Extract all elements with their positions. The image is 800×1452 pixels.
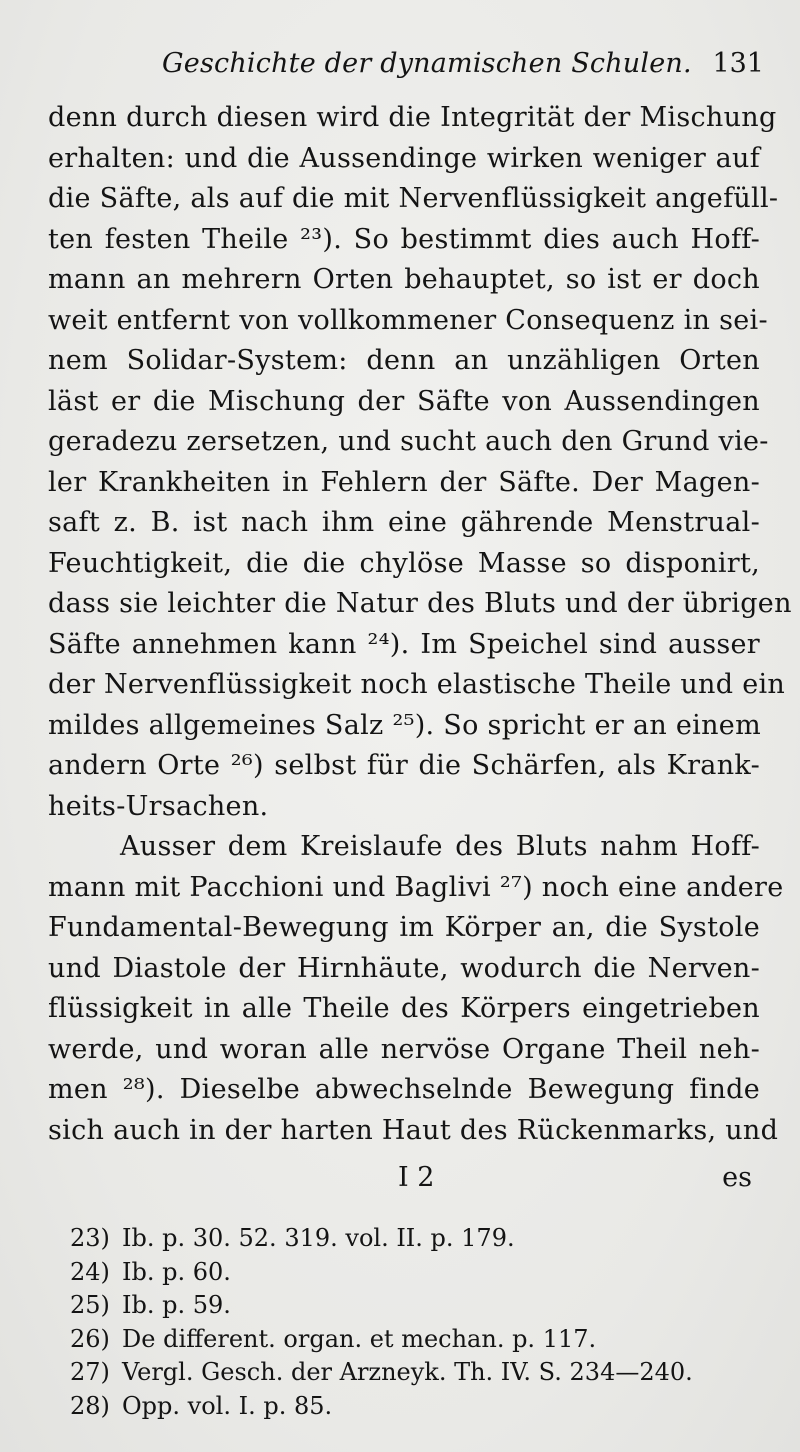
- paragraph-start-line: Ausser dem Kreislaufe des Bluts nahm Hoff-: [120, 831, 760, 862]
- text-line: mildes allgemeines Salz ²⁵). So spricht er an einem: [48, 709, 761, 741]
- text-line: mann mit Pacchioni und Baglivi ²⁷) noch eine andere: [48, 871, 784, 903]
- text-line: der Nervenflüssigkeit noch elastische Theile und ein: [48, 669, 786, 700]
- running-title: Geschichte der dynamischen Schulen.: [162, 48, 692, 79]
- page-number: 131: [712, 48, 764, 79]
- footnote: [70, 1323, 760, 1357]
- footnote: [70, 1390, 760, 1424]
- text-line: andern Orte ²⁶) selbst für die Schärfen, als Krank-: [48, 750, 760, 781]
- catchword: es: [722, 1162, 752, 1193]
- footnote-text: Ib. p. 30. 52. 319. vol. II. p. 179.: [122, 1224, 515, 1252]
- footnote-number: 26): [70, 1324, 110, 1353]
- text-line: erhalten: und die Aussendinge wirken weniger auf: [48, 142, 760, 174]
- footnote: [70, 1222, 760, 1256]
- text-line: werde, und woran alle nervöse Organe Theil neh-: [48, 1033, 760, 1065]
- text-line: Feuchtigkeit, die die chylöse Masse so disponirt,: [48, 547, 760, 579]
- text-line: saft z. B. ist nach ihm eine gährende Menstrual-: [48, 507, 760, 538]
- text-line: men ²⁸). Dieselbe abwechselnde Bewegung finde: [48, 1074, 760, 1105]
- text-line: denn durch diesen wird die Integrität der Mischung: [48, 102, 777, 133]
- text-line: ler Krankheiten in Fehlern der Säfte. Der Magen-: [48, 466, 760, 498]
- paragraph-end-line: heits-Ursachen.: [48, 790, 269, 822]
- footnote-text: Ib. p. 60.: [122, 1257, 231, 1286]
- footnote-number: 24): [70, 1257, 110, 1286]
- text-line: und Diastole der Hirnhäute, wodurch die Nerven-: [48, 952, 760, 984]
- footnote-number: 25): [70, 1291, 110, 1319]
- footnote-number: 27): [70, 1358, 110, 1386]
- text-line: Fundamental-Bewegung im Körper an, die Systole: [48, 912, 760, 943]
- footnote: [70, 1356, 760, 1390]
- text-line: Säfte annehmen kann ²⁴). Im Speichel sind ausser: [48, 628, 760, 660]
- footnote-text: Ib. p. 59.: [122, 1291, 231, 1319]
- text-line: weit entfernt von vollkommener Consequenz in sei-: [48, 304, 768, 336]
- footnote-text: Opp. vol. I. p. 85.: [122, 1391, 333, 1420]
- footnote: [70, 1289, 760, 1323]
- text-line: ten festen Theile ²³). So bestimmt dies auch Hoff-: [48, 223, 760, 255]
- text-line: die Säfte, als auf die mit Nervenflüssigkeit angefüll-: [48, 183, 779, 214]
- footnote-number: 28): [70, 1391, 110, 1420]
- catchline: [48, 1162, 760, 1198]
- footnote-number: 23): [70, 1224, 110, 1252]
- text-line: geradezu zersetzen, und sucht auch den Grund vie-: [48, 426, 769, 457]
- footnotes: [70, 1222, 760, 1423]
- signature-mark: I 2: [398, 1162, 435, 1193]
- page-header: [150, 48, 770, 88]
- footnote-text: De different. organ. et mechan. p. 117.: [122, 1324, 597, 1353]
- text-line: mann an mehrern Orten behauptet, so ist er doch: [48, 264, 760, 295]
- footnote-text: Vergl. Gesch. der Arzneyk. Th. IV. S. 234—240.: [122, 1358, 693, 1386]
- body-text: [48, 98, 792, 1151]
- text-line: dass sie leichter die Natur des Bluts und der übrigen: [48, 588, 792, 619]
- text-line: sich auch in der harten Haut des Rückenmarks, und: [48, 1114, 779, 1146]
- text-line: flüssigkeit in alle Theile des Körpers eingetrieben: [48, 993, 760, 1024]
- text-line: nem Solidar-System: denn an unzähligen Orten: [48, 345, 760, 376]
- text-line: läst er die Mischung der Säfte von Aussendingen: [48, 385, 760, 417]
- footnote: [70, 1256, 760, 1290]
